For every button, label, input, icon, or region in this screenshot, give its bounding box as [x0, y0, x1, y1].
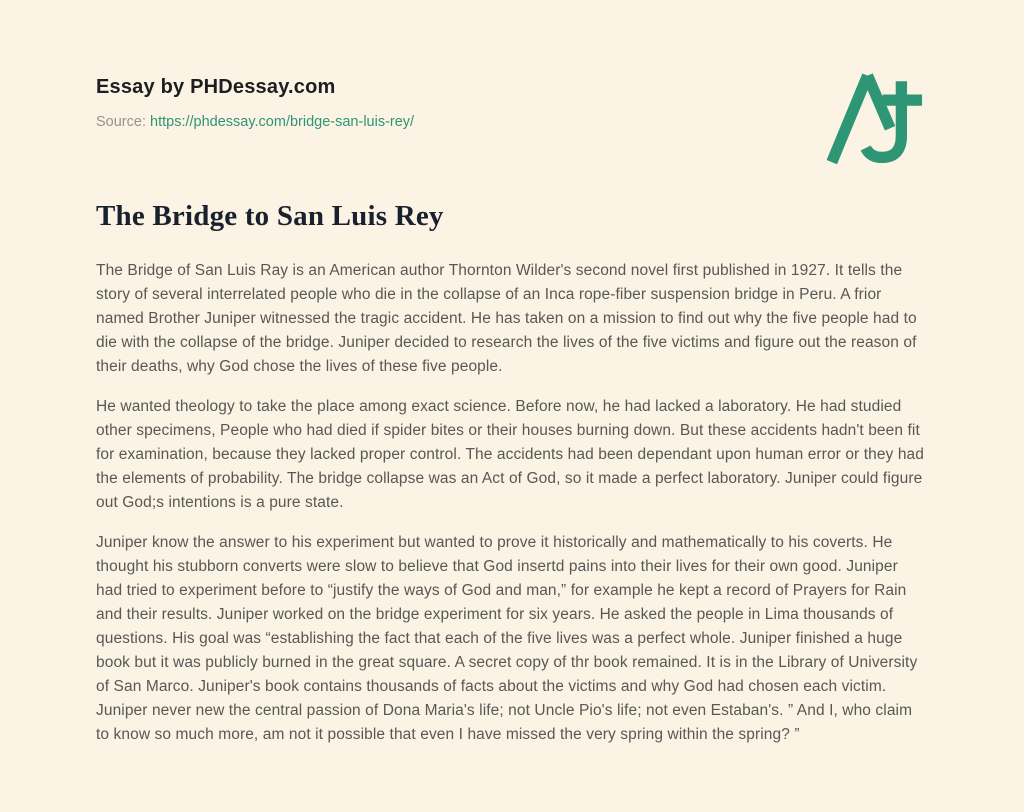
essay-body: [96, 259, 928, 747]
essay-paragraph-1: The Bridge of San Luis Ray is an American author Thornton Wilder's second novel first published in 1927. It tells the story of several interrelated people who die in the collapse of an Inca rope-fiber suspension bridge in Peru. A frior named Brother Juniper witnessed the tragic accident. He has taken on a mission to find out why the five people had to die with the collapse of the bridge. Juniper decided to research the lives of the five victims and figure out the reason of their deaths, why God chose the lives of these five people.: [96, 262, 917, 375]
source-url-link[interactable]: https://phdessay.com/bridge-san-luis-rey/: [150, 114, 415, 130]
essay-source-heading: Essay by PHDessay.com: [96, 76, 336, 98]
source-label: Source:: [96, 114, 146, 130]
page-header: [96, 0, 928, 130]
source-row: [96, 114, 928, 130]
essay-paragraph-2: He wanted theology to take the place among exact science. Before now, he had lacked a laboratory. He had studied other specimens, People who had died if spider bites or their houses burning down. But these accidents hadn't been fit for examination, because they lacked proper control. The accidents had been dependant upon human error or they had the elements of probability. The bridge collapse was an Act of God, so it made a perfect laboratory. Juniper could figure out God;s intentions is a pure state.: [96, 398, 924, 511]
essay-title: The Bridge to San Luis Rey: [96, 200, 444, 232]
a-plus-logo-icon: [824, 70, 928, 164]
essay-paragraph-3: Juniper know the answer to his experiment but wanted to prove it historically and mathematically to his coverts. He thought his stubborn converts were slow to believe that God insertd pains into their lives for their own good. Juniper had tried to experiment before to “justify the ways of God and man,” for example he kept a record of Prayers for Rain and their results. Juniper worked on the bridge experiment for six years. He asked the people in Lima thousands of questions. His goal was “establishing the fact that each of the five lives was a perfect whole. Juniper finished a huge book but it was publicly burned in the great square. A secret copy of thr book remained. It is in the Library of University of San Marco. Juniper's book contains thousands of facts about the victims and why God had chosen each victim. Juniper never new the central passion of Dona Maria's life; not Uncle Pio's life; not even Estaban's. ” And I, who claim to know so much more, am not it possible that even I have missed the very spring within the spring? ”: [96, 534, 918, 743]
